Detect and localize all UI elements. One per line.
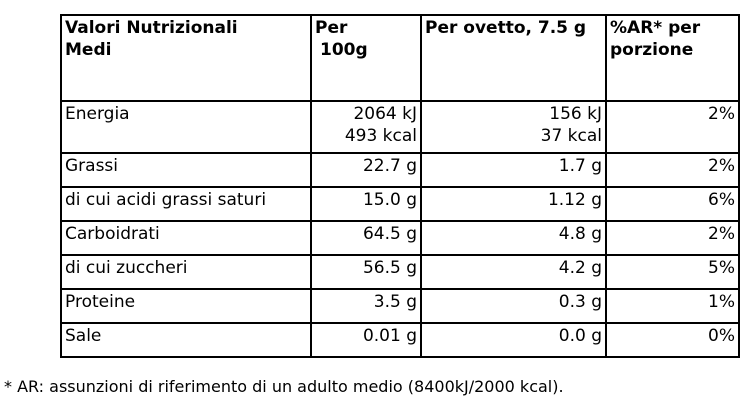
ar-percent-value: 2% bbox=[606, 153, 739, 187]
ar-percent-value: 0% bbox=[606, 323, 739, 357]
per-egg-value: 4.2 g bbox=[421, 255, 606, 289]
nutrient-label: Sale bbox=[61, 323, 311, 357]
table-row-energy bbox=[61, 101, 739, 153]
header-per-100g: Per 100g bbox=[311, 15, 421, 101]
table-row bbox=[61, 153, 739, 187]
table-row bbox=[61, 289, 739, 323]
table-row bbox=[61, 323, 739, 357]
ar-percent-value: 6% bbox=[606, 187, 739, 221]
footnote: * AR: assunzioni di riferimento di un adulto medio (8400kJ/2000 kcal). bbox=[4, 377, 564, 396]
header-per-egg: Per ovetto, 7.5 g bbox=[421, 15, 606, 101]
per-100g-value: 64.5 g bbox=[311, 221, 421, 255]
ar-percent-value: 2% bbox=[606, 101, 739, 153]
per-100g-value: 56.5 g bbox=[311, 255, 421, 289]
nutrient-label: Carboidrati bbox=[61, 221, 311, 255]
per-100g-value: 3.5 g bbox=[311, 289, 421, 323]
per-egg-value: 4.8 g bbox=[421, 221, 606, 255]
per-egg-value: 1.7 g bbox=[421, 153, 606, 187]
per-100g-value: 2064 kJ 493 kcal bbox=[311, 101, 421, 153]
per-100g-value: 15.0 g bbox=[311, 187, 421, 221]
table-row bbox=[61, 187, 739, 221]
per-100g-value: 0.01 g bbox=[311, 323, 421, 357]
nutrient-label: Proteine bbox=[61, 289, 311, 323]
table-row bbox=[61, 255, 739, 289]
header-row bbox=[61, 15, 739, 101]
per-100g-value: 22.7 g bbox=[311, 153, 421, 187]
nutrition-table bbox=[60, 14, 740, 358]
ar-percent-value: 5% bbox=[606, 255, 739, 289]
per-egg-value: 1.12 g bbox=[421, 187, 606, 221]
nutrient-label: Grassi bbox=[61, 153, 311, 187]
nutrient-label: di cui zuccheri bbox=[61, 255, 311, 289]
table-row bbox=[61, 221, 739, 255]
ar-percent-value: 2% bbox=[606, 221, 739, 255]
nutrient-label: di cui acidi grassi saturi bbox=[61, 187, 311, 221]
per-egg-value: 156 kJ 37 kcal bbox=[421, 101, 606, 153]
ar-percent-value: 1% bbox=[606, 289, 739, 323]
per-egg-value: 0.3 g bbox=[421, 289, 606, 323]
per-egg-value: 0.0 g bbox=[421, 323, 606, 357]
header-ar-percent: %AR* per porzione bbox=[606, 15, 739, 101]
nutrient-label: Energia bbox=[61, 101, 311, 153]
header-nutrients: Valori Nutrizionali Medi bbox=[61, 15, 311, 101]
